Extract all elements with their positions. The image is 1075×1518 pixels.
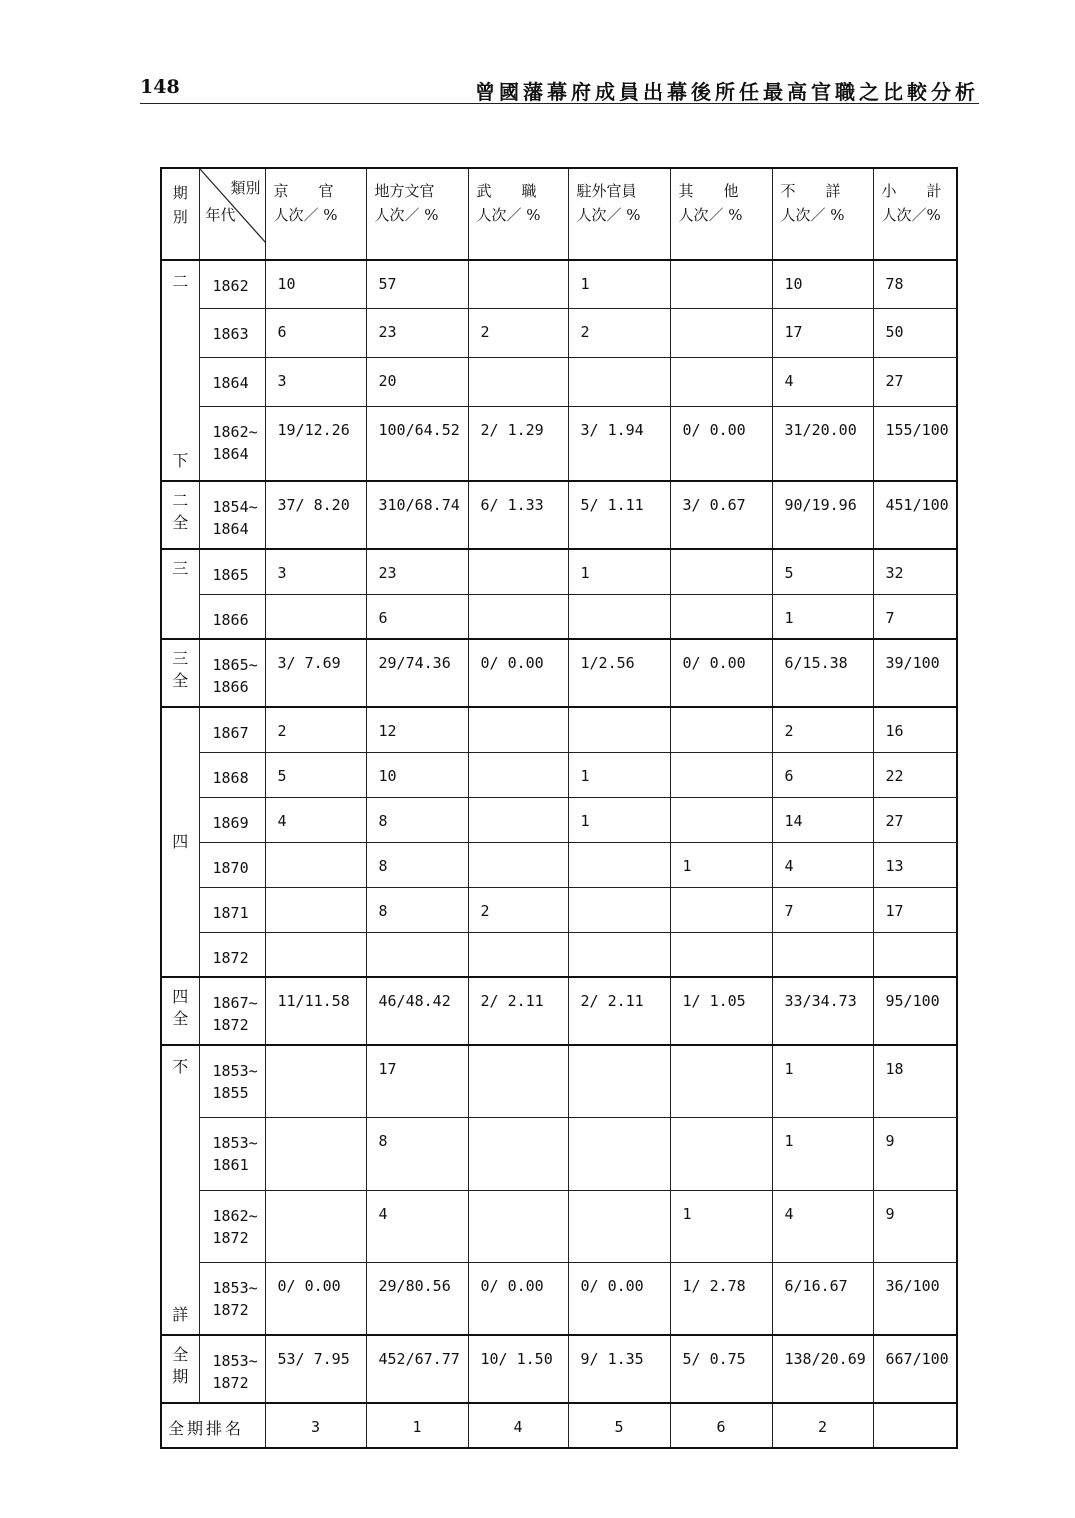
data-cell: 7 (772, 887, 873, 932)
data-cell (568, 932, 670, 977)
data-cell: 10 (772, 260, 873, 309)
data-cell: 1 (772, 1045, 873, 1118)
data-cell (772, 932, 873, 977)
data-cell: 310/68.74 (366, 481, 468, 549)
year-cell: 1862~ 1864 (199, 407, 265, 481)
table-row (161, 1045, 957, 1118)
period-cell: 三 (161, 549, 199, 639)
data-cell: 3/ 0.67 (670, 481, 772, 549)
data-cell (468, 1045, 568, 1118)
data-cell: 8 (366, 842, 468, 887)
rank-cell: 4 (468, 1403, 568, 1448)
data-cell: 667/100 (873, 1335, 957, 1403)
data-cell: 11/11.58 (265, 977, 366, 1045)
data-cell (265, 1045, 366, 1118)
data-cell: 4 (772, 358, 873, 407)
data-cell (670, 260, 772, 309)
data-cell: 78 (873, 260, 957, 309)
data-cell (670, 932, 772, 977)
data-cell (468, 549, 568, 594)
year-cell: 1854~ 1864 (199, 481, 265, 549)
data-cell: 0/ 0.00 (468, 1263, 568, 1336)
data-cell: 0/ 0.00 (265, 1263, 366, 1336)
data-cell (468, 358, 568, 407)
data-cell (568, 358, 670, 407)
data-cell (468, 932, 568, 977)
data-cell: 32 (873, 549, 957, 594)
data-cell: 1 (568, 752, 670, 797)
data-cell: 27 (873, 358, 957, 407)
table-row (161, 707, 957, 752)
data-cell (568, 887, 670, 932)
rank-cell (873, 1403, 957, 1448)
rank-cell: 2 (772, 1403, 873, 1448)
data-cell (265, 594, 366, 639)
rank-row (161, 1403, 957, 1448)
data-cell (265, 842, 366, 887)
table-row (161, 358, 957, 407)
data-cell (568, 1190, 670, 1263)
data-cell: 31/20.00 (772, 407, 873, 481)
data-cell (568, 1045, 670, 1118)
data-cell (468, 752, 568, 797)
data-cell: 50 (873, 309, 957, 358)
data-cell: 6/15.38 (772, 639, 873, 707)
col-header: 其 他 人次／ % (670, 168, 772, 260)
data-cell: 17 (366, 1045, 468, 1118)
period-cell: 全 期 (161, 1335, 199, 1403)
data-cell: 138/20.69 (772, 1335, 873, 1403)
data-cell: 10 (366, 752, 468, 797)
year-cell: 1864 (199, 358, 265, 407)
data-cell: 8 (366, 797, 468, 842)
table-row (161, 594, 957, 639)
data-cell: 1 (670, 1190, 772, 1263)
data-cell (670, 1118, 772, 1191)
data-cell (468, 594, 568, 639)
data-cell: 0/ 0.00 (468, 639, 568, 707)
year-cell: 1866 (199, 594, 265, 639)
data-cell: 1/2.56 (568, 639, 670, 707)
data-cell: 29/80.56 (366, 1263, 468, 1336)
rank-cell: 1 (366, 1403, 468, 1448)
data-cell: 4 (772, 1190, 873, 1263)
running-title: 曾國藩幕府成員出幕後所任最高官職之比較分析 (475, 80, 979, 104)
table-row (161, 752, 957, 797)
data-cell: 3/ 7.69 (265, 639, 366, 707)
table-row (161, 1118, 957, 1191)
period-cell: 二 下 (161, 260, 199, 481)
data-cell: 2 (468, 309, 568, 358)
data-cell: 36/100 (873, 1263, 957, 1336)
corner-cell (199, 168, 265, 260)
col-header: 小 計 人次／% (873, 168, 957, 260)
table-row (161, 932, 957, 977)
data-cell (568, 707, 670, 752)
data-cell: 5 (265, 752, 366, 797)
year-cell: 1870 (199, 842, 265, 887)
data-cell: 9 (873, 1190, 957, 1263)
data-cell: 2/ 2.11 (568, 977, 670, 1045)
data-cell: 17 (772, 309, 873, 358)
data-cell: 5 (772, 549, 873, 594)
data-cell: 18 (873, 1045, 957, 1118)
period-cell: 四 全 (161, 977, 199, 1045)
col-header: 駐外官員 人次／ % (568, 168, 670, 260)
col-header: 地方文官 人次／ % (366, 168, 468, 260)
data-cell: 8 (366, 1118, 468, 1191)
year-cell: 1862~ 1872 (199, 1190, 265, 1263)
year-cell: 1853~ 1855 (199, 1045, 265, 1118)
year-cell: 1862 (199, 260, 265, 309)
data-cell (468, 1118, 568, 1191)
table-row (161, 481, 957, 549)
table-row (161, 549, 957, 594)
year-cell: 1871 (199, 887, 265, 932)
data-cell: 8 (366, 887, 468, 932)
data-cell (568, 594, 670, 639)
data-cell: 17 (873, 887, 957, 932)
data-cell: 90/19.96 (772, 481, 873, 549)
period-cell: 四 (161, 707, 199, 977)
data-cell: 1 (568, 797, 670, 842)
col-header: 京 官 人次／ % (265, 168, 366, 260)
data-cell (670, 1045, 772, 1118)
data-cell: 2 (265, 707, 366, 752)
data-cell: 6/16.67 (772, 1263, 873, 1336)
data-cell: 12 (366, 707, 468, 752)
year-cell: 1869 (199, 797, 265, 842)
data-cell: 33/34.73 (772, 977, 873, 1045)
table-row (161, 887, 957, 932)
data-cell: 1 (568, 260, 670, 309)
data-cell (670, 887, 772, 932)
data-cell: 6 (772, 752, 873, 797)
table-row (161, 797, 957, 842)
corner-bottom-label: 年代 (205, 206, 236, 224)
data-cell: 3 (265, 358, 366, 407)
data-cell (468, 1190, 568, 1263)
data-cell: 37/ 8.20 (265, 481, 366, 549)
data-cell: 14 (772, 797, 873, 842)
data-cell (468, 707, 568, 752)
corner-top-label: 類別 (230, 179, 261, 197)
data-cell: 5/ 1.11 (568, 481, 670, 549)
data-cell: 1/ 2.78 (670, 1263, 772, 1336)
period-cell: 不 詳 (161, 1045, 199, 1335)
period-cell: 二 全 (161, 481, 199, 549)
data-cell (670, 309, 772, 358)
data-cell (468, 842, 568, 887)
data-cell (568, 842, 670, 887)
table-row (161, 842, 957, 887)
data-cell: 4 (366, 1190, 468, 1263)
data-cell: 95/100 (873, 977, 957, 1045)
data-cell: 2 (772, 707, 873, 752)
officials-table (160, 167, 958, 1449)
data-cell: 57 (366, 260, 468, 309)
data-cell (265, 887, 366, 932)
data-cell: 27 (873, 797, 957, 842)
data-cell: 1 (772, 594, 873, 639)
data-cell: 29/74.36 (366, 639, 468, 707)
year-cell: 1865 (199, 549, 265, 594)
data-cell: 0/ 0.00 (670, 639, 772, 707)
data-cell: 4 (265, 797, 366, 842)
data-cell: 452/67.77 (366, 1335, 468, 1403)
year-cell: 1872 (199, 932, 265, 977)
data-cell (670, 549, 772, 594)
data-cell: 22 (873, 752, 957, 797)
data-cell: 2 (468, 887, 568, 932)
rank-label: 全期排名 (161, 1403, 265, 1448)
data-cell (670, 797, 772, 842)
data-cell: 19/12.26 (265, 407, 366, 481)
data-cell: 10/ 1.50 (468, 1335, 568, 1403)
data-cell: 1 (772, 1118, 873, 1191)
data-cell: 10 (265, 260, 366, 309)
data-cell: 100/64.52 (366, 407, 468, 481)
data-cell: 23 (366, 549, 468, 594)
data-cell: 9/ 1.35 (568, 1335, 670, 1403)
data-cell (366, 932, 468, 977)
table-row (161, 309, 957, 358)
page-number: 148 (140, 76, 180, 98)
year-cell: 1868 (199, 752, 265, 797)
table-row (161, 1335, 957, 1403)
data-cell: 23 (366, 309, 468, 358)
col-header: 武 職 人次／ % (468, 168, 568, 260)
year-cell: 1853~ 1861 (199, 1118, 265, 1191)
data-cell (670, 752, 772, 797)
year-cell: 1865~ 1866 (199, 639, 265, 707)
year-cell: 1853~ 1872 (199, 1263, 265, 1336)
header-rule (140, 103, 979, 104)
data-cell: 20 (366, 358, 468, 407)
data-cell: 13 (873, 842, 957, 887)
data-cell (670, 707, 772, 752)
year-cell: 1867~ 1872 (199, 977, 265, 1045)
rank-cell: 5 (568, 1403, 670, 1448)
table-row (161, 639, 957, 707)
year-cell: 1863 (199, 309, 265, 358)
data-cell (265, 932, 366, 977)
table-row (161, 977, 957, 1045)
data-cell (468, 797, 568, 842)
year-cell: 1867 (199, 707, 265, 752)
table-row (161, 407, 957, 481)
data-cell: 4 (772, 842, 873, 887)
data-cell: 2/ 2.11 (468, 977, 568, 1045)
table-row (161, 260, 957, 309)
data-cell (670, 358, 772, 407)
col-header: 不 詳 人次／ % (772, 168, 873, 260)
data-cell: 6 (366, 594, 468, 639)
data-cell (873, 932, 957, 977)
data-cell: 53/ 7.95 (265, 1335, 366, 1403)
data-cell: 155/100 (873, 407, 957, 481)
year-cell: 1853~ 1872 (199, 1335, 265, 1403)
header-row (161, 168, 957, 260)
rank-cell: 6 (670, 1403, 772, 1448)
data-cell: 39/100 (873, 639, 957, 707)
data-cell: 5/ 0.75 (670, 1335, 772, 1403)
data-cell: 16 (873, 707, 957, 752)
period-header: 期別 (161, 168, 199, 260)
data-cell: 0/ 0.00 (670, 407, 772, 481)
data-cell: 1 (568, 549, 670, 594)
data-cell (265, 1118, 366, 1191)
data-cell: 6 (265, 309, 366, 358)
data-cell: 0/ 0.00 (568, 1263, 670, 1336)
data-cell: 1/ 1.05 (670, 977, 772, 1045)
data-cell: 451/100 (873, 481, 957, 549)
period-cell: 三 全 (161, 639, 199, 707)
data-cell: 3 (265, 549, 366, 594)
data-cell (670, 594, 772, 639)
data-cell: 7 (873, 594, 957, 639)
data-cell: 46/48.42 (366, 977, 468, 1045)
data-cell (568, 1118, 670, 1191)
data-cell: 9 (873, 1118, 957, 1191)
data-cell: 2 (568, 309, 670, 358)
table-row (161, 1263, 957, 1336)
table-row (161, 1190, 957, 1263)
data-cell: 6/ 1.33 (468, 481, 568, 549)
data-cell: 2/ 1.29 (468, 407, 568, 481)
data-cell (468, 260, 568, 309)
rank-cell: 3 (265, 1403, 366, 1448)
data-cell: 3/ 1.94 (568, 407, 670, 481)
data-cell: 1 (670, 842, 772, 887)
data-cell (265, 1190, 366, 1263)
